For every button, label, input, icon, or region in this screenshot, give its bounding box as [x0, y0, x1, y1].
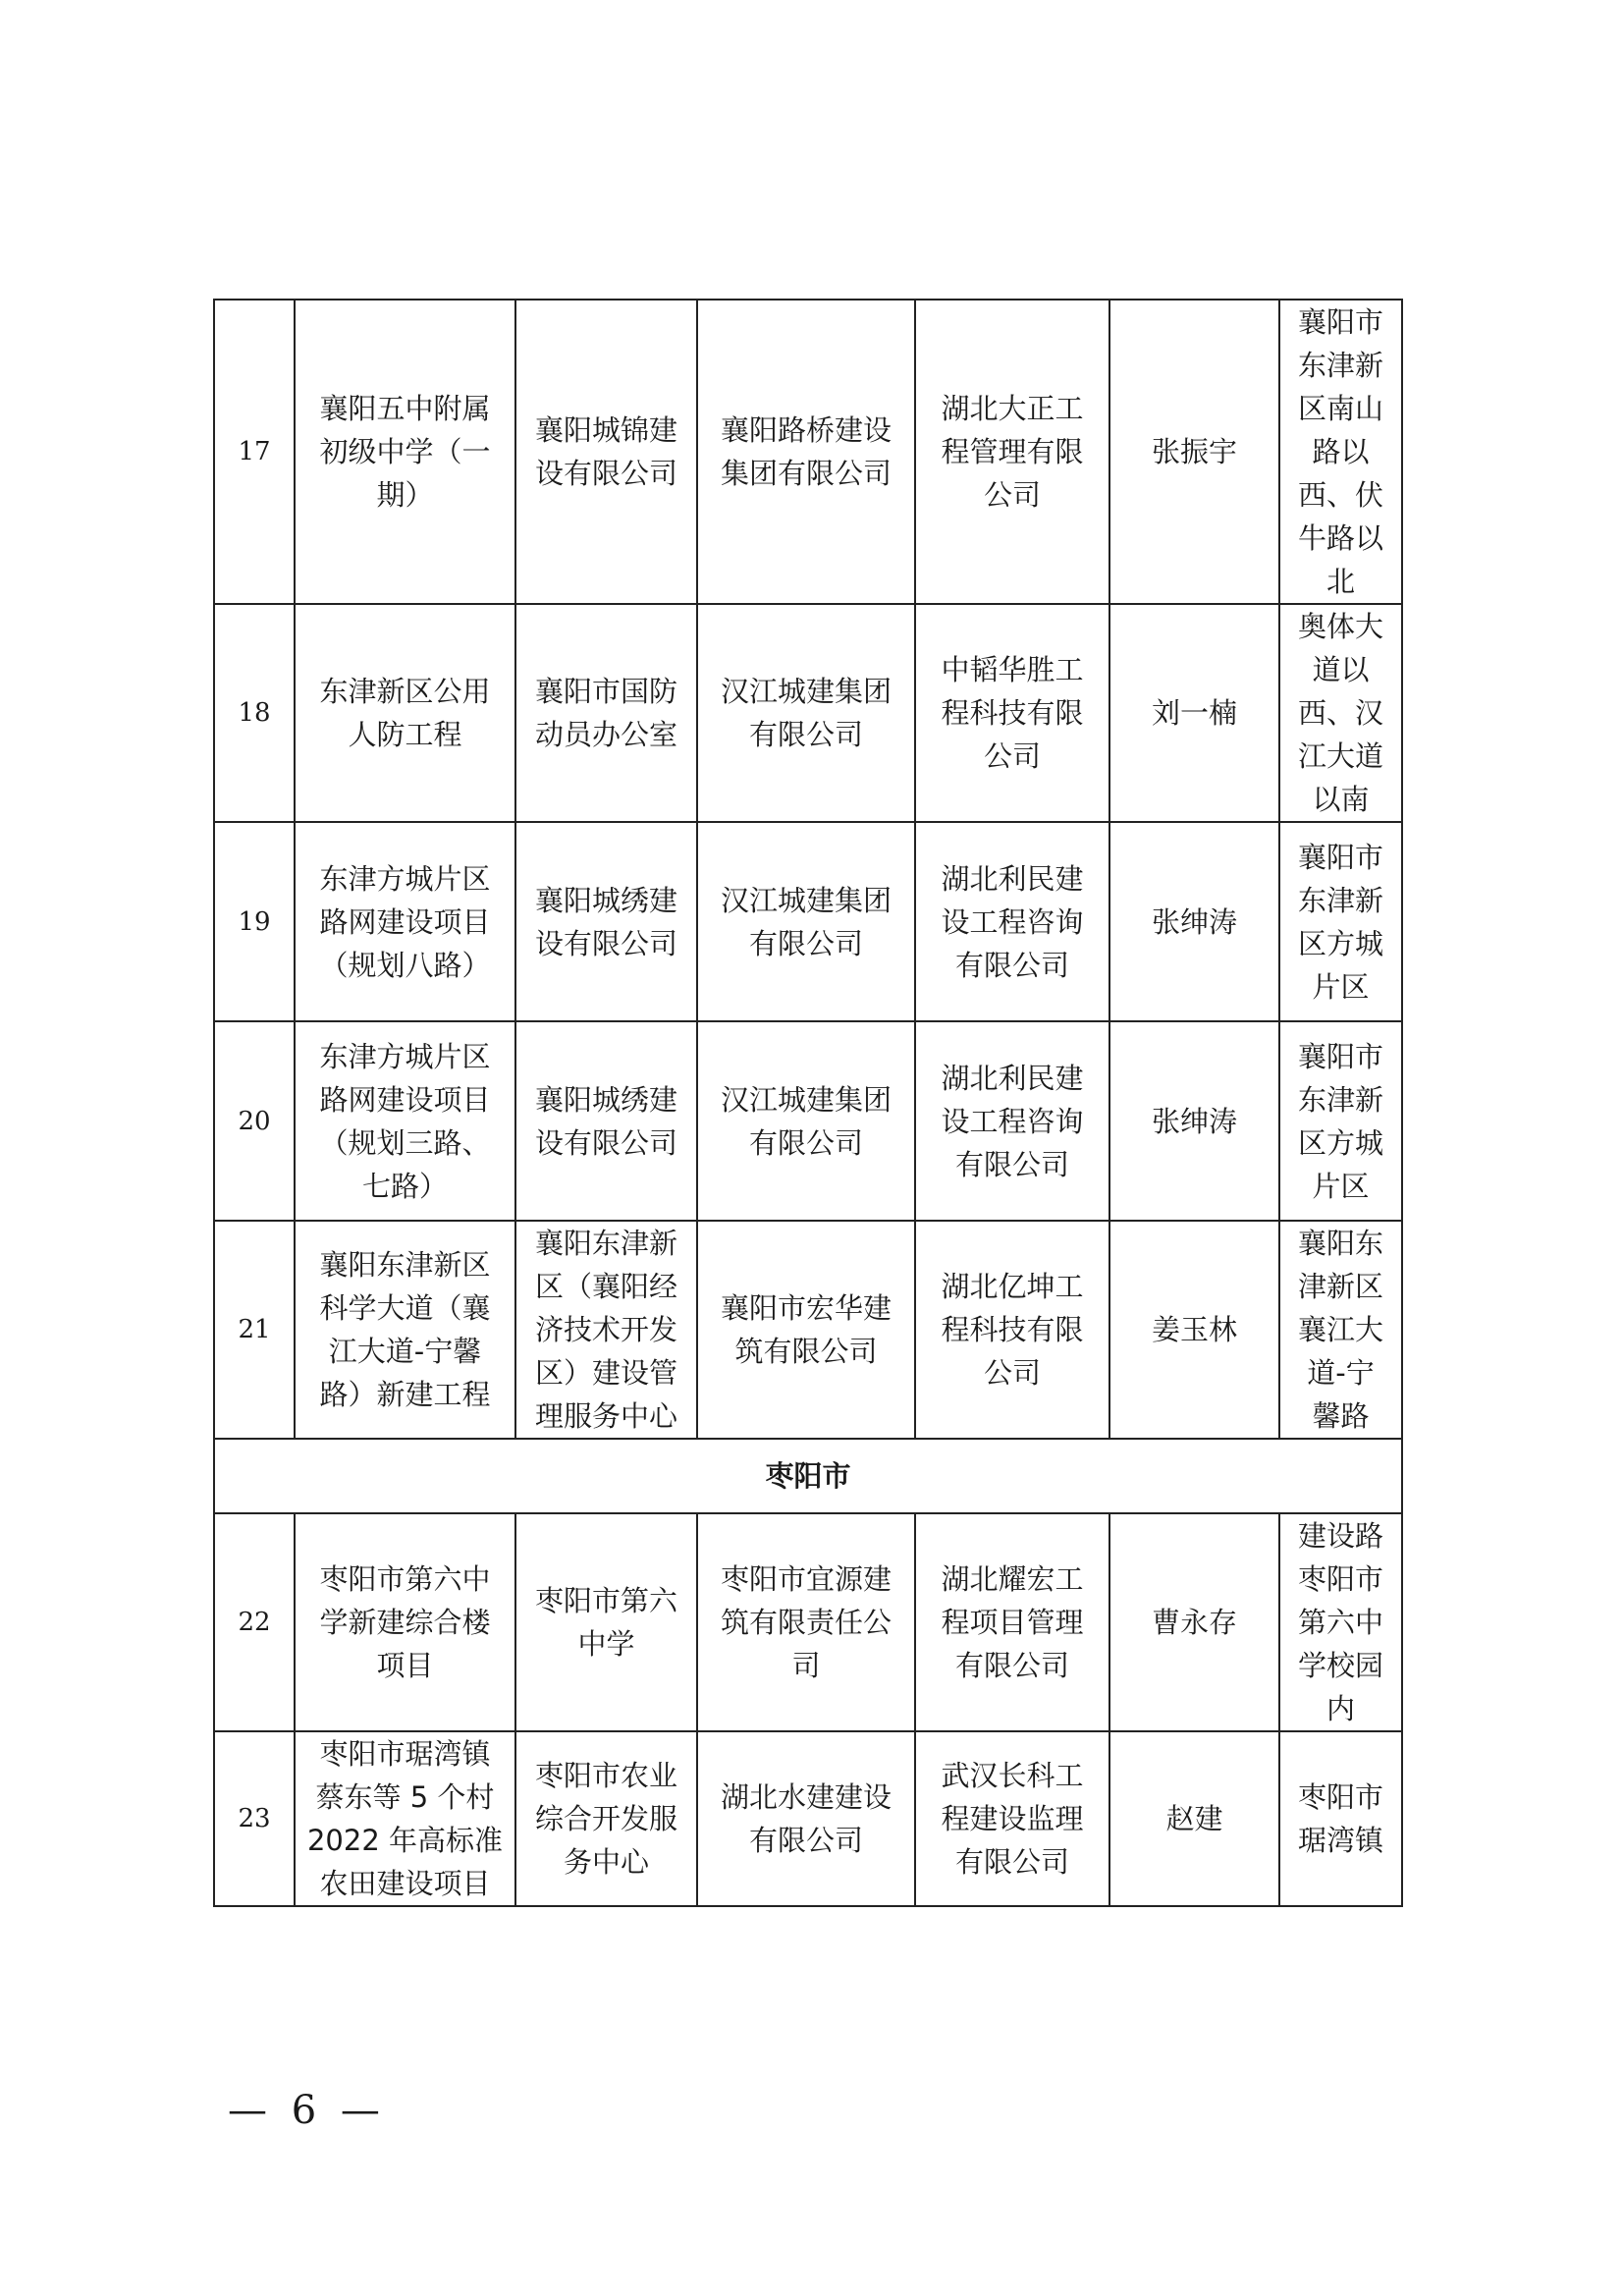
project-location: 枣阳市 琚湾镇 — [1279, 1731, 1402, 1906]
owner-unit: 襄阳城锦建 设有限公司 — [515, 300, 697, 604]
row-number: 18 — [214, 604, 295, 822]
project-name: 襄阳东津新区 科学大道（襄 江大道-宁馨 路）新建工程 — [295, 1221, 515, 1439]
construction-unit: 枣阳市宜源建 筑有限责任公 司 — [697, 1513, 915, 1731]
construction-unit: 汉江城建集团 有限公司 — [697, 604, 915, 822]
construction-unit: 汉江城建集团 有限公司 — [697, 822, 915, 1021]
table-row — [214, 300, 1402, 604]
person-name: 赵建 — [1109, 1731, 1279, 1906]
supervision-unit: 湖北利民建 设工程咨询 有限公司 — [915, 1021, 1109, 1221]
project-table — [213, 299, 1403, 1907]
table-row — [214, 1221, 1402, 1439]
owner-unit: 襄阳城绣建 设有限公司 — [515, 1021, 697, 1221]
person-name: 曹永存 — [1109, 1513, 1279, 1731]
row-number: 21 — [214, 1221, 295, 1439]
row-number: 17 — [214, 300, 295, 604]
row-number: 22 — [214, 1513, 295, 1731]
project-name: 东津方城片区 路网建设项目 （规划三路、 七路） — [295, 1021, 515, 1221]
row-number: 23 — [214, 1731, 295, 1906]
supervision-unit: 湖北大正工 程管理有限 公司 — [915, 300, 1109, 604]
owner-unit: 枣阳市第六 中学 — [515, 1513, 697, 1731]
person-name: 姜玉林 — [1109, 1221, 1279, 1439]
section-row — [214, 1439, 1402, 1513]
project-location: 襄阳东 津新区 襄江大 道-宁 馨路 — [1279, 1221, 1402, 1439]
supervision-unit: 湖北亿坤工 程科技有限 公司 — [915, 1221, 1109, 1439]
project-name: 襄阳五中附属 初级中学（一 期） — [295, 300, 515, 604]
row-number: 19 — [214, 822, 295, 1021]
page-number: — 6 — — [228, 2088, 386, 2133]
table-row — [214, 1731, 1402, 1906]
table-row — [214, 604, 1402, 822]
project-name: 枣阳市第六中 学新建综合楼 项目 — [295, 1513, 515, 1731]
project-location: 襄阳市 东津新 区方城 片区 — [1279, 1021, 1402, 1221]
project-location: 襄阳市 东津新 区方城 片区 — [1279, 822, 1402, 1021]
construction-unit: 湖北水建建设 有限公司 — [697, 1731, 915, 1906]
supervision-unit: 湖北耀宏工 程项目管理 有限公司 — [915, 1513, 1109, 1731]
table-row — [214, 1021, 1402, 1221]
construction-unit: 襄阳市宏华建 筑有限公司 — [697, 1221, 915, 1439]
project-name: 东津新区公用 人防工程 — [295, 604, 515, 822]
project-name: 东津方城片区 路网建设项目 （规划八路） — [295, 822, 515, 1021]
owner-unit: 枣阳市农业 综合开发服 务中心 — [515, 1731, 697, 1906]
person-name: 刘一楠 — [1109, 604, 1279, 822]
section-heading: 枣阳市 — [214, 1439, 1402, 1513]
person-name: 张绅涛 — [1109, 1021, 1279, 1221]
owner-unit: 襄阳城绣建 设有限公司 — [515, 822, 697, 1021]
supervision-unit: 湖北利民建 设工程咨询 有限公司 — [915, 822, 1109, 1021]
project-location: 奥体大 道以 西、汉 江大道 以南 — [1279, 604, 1402, 822]
owner-unit: 襄阳东津新 区（襄阳经 济技术开发 区）建设管 理服务中心 — [515, 1221, 697, 1439]
project-name: 枣阳市琚湾镇 蔡东等 5 个村 2022 年高标准 农田建设项目 — [295, 1731, 515, 1906]
supervision-unit: 武汉长科工 程建设监理 有限公司 — [915, 1731, 1109, 1906]
supervision-unit: 中韬华胜工 程科技有限 公司 — [915, 604, 1109, 822]
project-location: 建设路 枣阳市 第六中 学校园 内 — [1279, 1513, 1402, 1731]
row-number: 20 — [214, 1021, 295, 1221]
owner-unit: 襄阳市国防 动员办公室 — [515, 604, 697, 822]
table-row — [214, 822, 1402, 1021]
person-name: 张绅涛 — [1109, 822, 1279, 1021]
construction-unit: 襄阳路桥建设 集团有限公司 — [697, 300, 915, 604]
construction-unit: 汉江城建集团 有限公司 — [697, 1021, 915, 1221]
project-location: 襄阳市 东津新 区南山 路以 西、伏 牛路以 北 — [1279, 300, 1402, 604]
table-row — [214, 1513, 1402, 1731]
person-name: 张振宇 — [1109, 300, 1279, 604]
